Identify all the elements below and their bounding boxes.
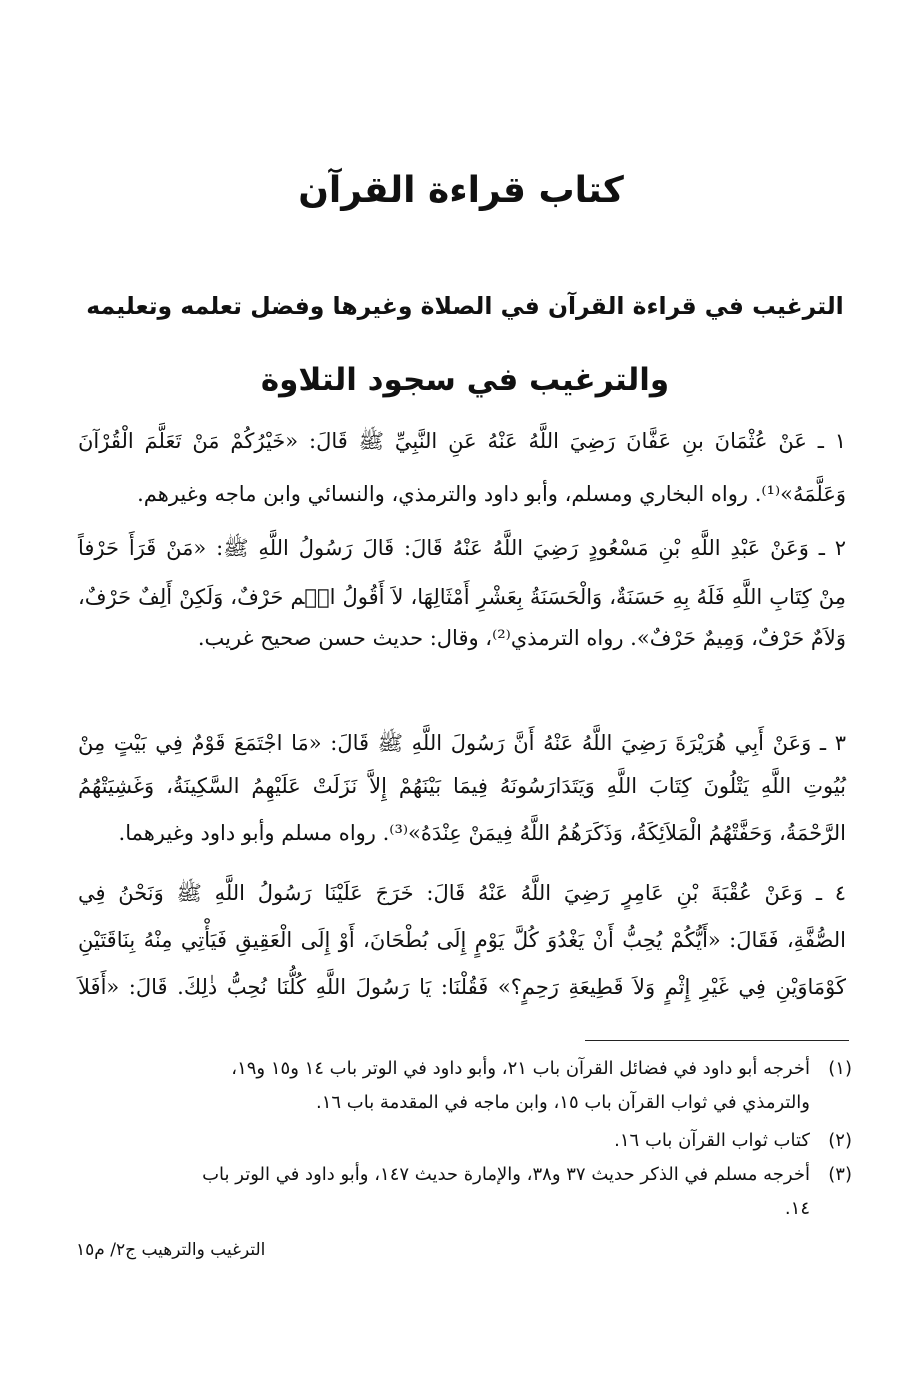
footnote-1-line-2: والترمذي في ثواب القرآن باب ١٥، وابن ماجه في المقدمة باب ١٦. — [315, 1092, 810, 1113]
hadith-2-line-1: ٢ ـ وَعَنْ عَبْدِ اللَّهِ بْنِ مَسْعُودٍ رَضِيَ اللَّهُ عَنْهُ قَالَ: قَالَ رَسُولُ اللَّهِ ﷺ: «مَنْ قَرَأَ حَرْفاً — [78, 536, 846, 560]
footnote-1-cont — [78, 1092, 852, 1122]
running-footer: الترغيب والترهيب ج٢/ م١٥ — [76, 1240, 266, 1260]
hadith-4-line-3: كَوْمَاوَيْنِ فِي غَيْرِ إِثْمٍ وَلاَ قَطِيعَةِ رَحِمٍ؟» فَقُلْنَا: يَا رَسُولَ اللَّهِ كُلُّنَا نُحِبُّ ذٰلِكَ. قَالَ: «أَفَلاَ — [78, 975, 846, 999]
hadith-3-line-3: الرَّحْمَةُ، وَحَفَّتْهُمُ الْمَلاَئِكَةُ، وَذَكَرَهُمُ اللَّهُ فِيمَنْ عِنْدَهُ»⁽³⁾. رواه مسلم وأبو داود وغيرهما. — [118, 821, 846, 845]
chapter-title-line-1: الترغيب في قراءة القرآن في الصلاة وغيرها وفضل تعلمه وتعليمه — [86, 292, 844, 320]
book-title: كتاب قراءة القرآن — [298, 170, 624, 211]
footnote-3-number: (٣) — [828, 1164, 852, 1185]
footnote-separator — [585, 1040, 849, 1041]
footnote-3-cont — [78, 1198, 852, 1228]
hadith-3-line-2: بُيُوتِ اللَّهِ يَتْلُونَ كِتَابَ اللَّهِ وَيَتَدَارَسُونَهُ فِيمَا بَيْنَهُمْ إِلاَّ نَزَلَتْ عَلَيْهِمُ السَّكِينَةُ، وَغَشِيَتْهُمُ — [78, 774, 846, 798]
footnote-1-number: (١) — [828, 1058, 852, 1079]
hadith-4-line-1: ٤ ـ وَعَنْ عُقْبَةَ بْنِ عَامِرٍ رَضِيَ اللَّهُ عَنْهُ قَالَ: خَرَجَ عَلَيْنَا رَسُولُ اللَّهِ ﷺ وَنَحْنُ فِي — [78, 881, 846, 905]
footnote-2-number: (٢) — [828, 1130, 852, 1151]
footnote-3 — [78, 1164, 852, 1194]
hadith-2-line-2: مِنْ كِتَابِ اللَّهِ فَلَهُ بِهِ حَسَنَةٌ، وَالْحَسَنَةُ بِعَشْرِ أَمْثَالِهَا، لاَ أَقُولُ الۤم حَرْفٌ، وَلَكِنْ أَلِفٌ حَرْفٌ، — [78, 585, 846, 609]
footnote-3-line-2: ١٤. — [784, 1198, 810, 1219]
footnote-1 — [78, 1058, 852, 1088]
footnote-3-line-1: أخرجه مسلم في الذكر حديث ٣٧ و٣٨، والإمارة حديث ١٤٧، وأبو داود في الوتر باب — [202, 1164, 810, 1185]
chapter-title-line-2: والترغيب في سجود التلاوة — [260, 362, 670, 398]
hadith-4-line-2: الصُّفَّةِ، فَقَالَ: «أَيُّكُمْ يُحِبُّ أَنْ يَغْدُوَ كُلَّ يَوْمٍ إِلَى بُطْحَانَ، أَوْ إِلَى الْعَقِيقِ فَيَأْتِي مِنْهُ بِنَاقَتَيْنِ — [78, 928, 846, 952]
hadith-3-line-1: ٣ ـ وَعَنْ أَبِي هُرَيْرَةَ رَضِيَ اللَّهُ عَنْهُ أَنَّ رَسُولَ اللَّهِ ﷺ قَالَ: «مَا اجْتَمَعَ قَوْمٌ فِي بَيْتٍ مِنْ — [78, 731, 846, 755]
hadith-2-line-3: وَلاَمٌ حَرْفٌ، وَمِيمٌ حَرْفٌ». رواه الترمذي⁽²⁾، وقال: حديث حسن صحيح غريب. — [197, 626, 846, 650]
footnote-2 — [78, 1130, 852, 1160]
footnote-2-line-1: كتاب ثواب القرآن باب ١٦. — [614, 1130, 810, 1151]
hadith-1-line-2: وَعَلَّمَهُ»⁽¹⁾. رواه البخاري ومسلم، وأبو داود والترمذي، والنسائي وابن ماجه وغيرهم. — [137, 482, 846, 506]
hadith-1-line-1: ١ ـ عَنْ عُثْمَانَ بنِ عَفَّانَ رَضِيَ اللَّهُ عَنْهُ عَنِ النَّبِيِّ ﷺ قَالَ: «خَيْرُكُمْ مَنْ تَعَلَّمَ الْقُرْآنَ — [78, 429, 846, 453]
footnote-1-line-1: أخرجه أبو داود في فضائل القرآن باب ٢١، وأبو داود في الوتر باب ١٤ و١٥ و١٩، — [231, 1058, 810, 1079]
